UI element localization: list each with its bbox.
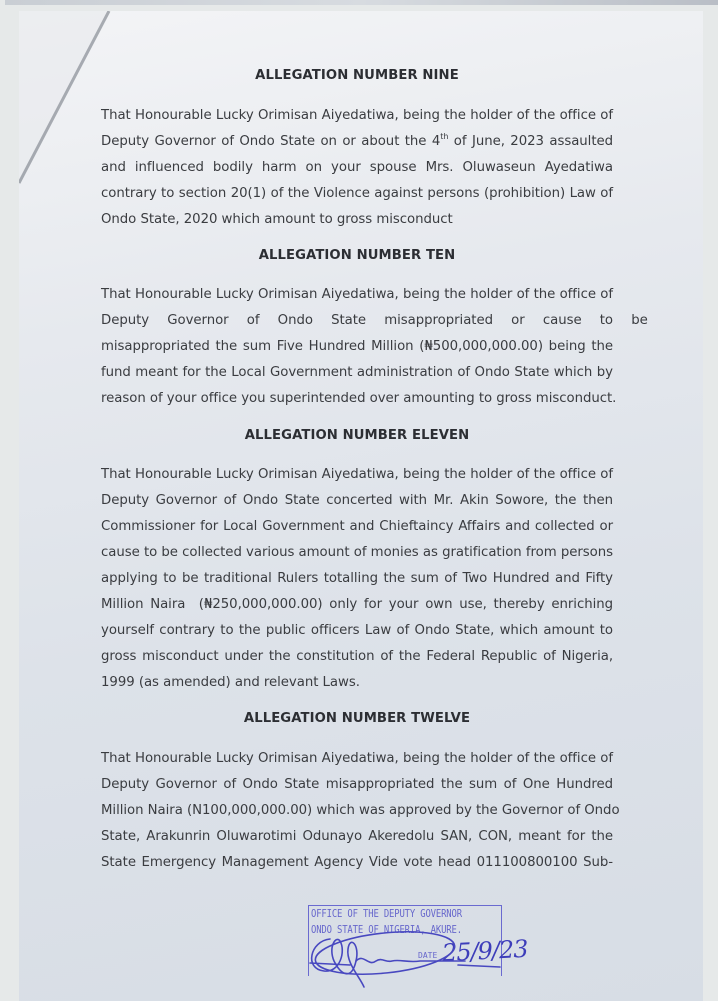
text-line: State, Arakunrin Oluwarotimi Odunayo Akeredolu SAN, CON, meant for the (101, 829, 613, 844)
text-line: Deputy Governor of Ondo State concerted with Mr. Akin Sowore, the then (101, 493, 613, 508)
allegation-nine-heading: ALLEGATION NUMBER NINE (255, 68, 459, 83)
stamp-line-1: OFFICE OF THE DEPUTY GOVERNOR (311, 908, 462, 920)
text-line: fund meant for the Local Government administration of Ondo State which by (101, 365, 613, 380)
text-line: That Honourable Lucky Orimisan Aiyedatiwa, being the holder of the office of (101, 287, 613, 302)
allegation-eleven-text (101, 462, 613, 696)
allegation-eleven-heading: ALLEGATION NUMBER ELEVEN (244, 428, 470, 443)
text-line: gross misconduct under the constitution of the Federal Republic of Nigeria, (101, 649, 613, 664)
text-line: Deputy Governor of Ondo State misappropriated or cause to be (101, 313, 648, 328)
text-line: Commissioner for Local Government and Chieftaincy Affairs and collected or (101, 519, 613, 534)
allegation-ten-heading: ALLEGATION NUMBER TEN (258, 248, 456, 263)
text-line: Million Naira (₦250,000,000.00) only for your own use, thereby enriching (101, 597, 613, 612)
document-page (19, 11, 703, 1001)
stamp-date-label: DATE (418, 951, 438, 960)
text-line: Million Naira (N100,000,000.00) which was approved by the Governor of Ondo (101, 803, 620, 818)
allegation-twelve-heading: ALLEGATION NUMBER TWELVE (243, 711, 471, 726)
office-stamp (290, 891, 550, 991)
allegation-twelve-text (101, 746, 620, 876)
text-line: State Emergency Management Agency Vide vote head 011100800100 Sub- (101, 855, 613, 870)
text-line: applying to be traditional Rulers totalling the sum of Two Hundred and Fifty (101, 571, 613, 586)
text-line: misappropriated the sum Five Hundred Million (₦500,000,000.00) being the (101, 339, 613, 354)
text-line: That Honourable Lucky Orimisan Aiyedatiwa, being the holder of the office of (101, 751, 613, 766)
handwritten-date: 25/9/23 (441, 934, 529, 968)
text-line (101, 129, 613, 155)
text-line: That Honourable Lucky Orimisan Aiyedatiwa, being the holder of the office of (101, 108, 613, 123)
top-edge (5, 0, 718, 5)
text-fragment: Deputy Governor of Ondo State on or about the 4 (101, 134, 441, 149)
text-line: cause to be collected various amount of monies as gratification from persons (101, 545, 613, 560)
stamp-line-2: ONDO STATE OF NIGERIA, AKURE. (311, 924, 462, 936)
text-line: and influenced bodily harm on your spouse Mrs. Oluwaseun Ayedatiwa (101, 160, 613, 175)
allegation-nine-text (101, 103, 613, 233)
text-line: yourself contrary to the public officers Law of Ondo State, which amount to (101, 623, 613, 638)
text-line: Ondo State, 2020 which amount to gross misconduct (101, 212, 453, 227)
text-fragment: of June, 2023 assaulted (448, 134, 614, 149)
signature-scribble (290, 891, 550, 991)
text-line: contrary to section 20(1) of the Violence against persons (prohibition) Law of (101, 186, 613, 201)
text-line: That Honourable Lucky Orimisan Aiyedatiwa, being the holder of the office of (101, 467, 613, 482)
text-line: reason of your office you superintended over amounting to gross misconduct. (101, 391, 617, 406)
superscript: th (440, 132, 449, 141)
text-line: 1999 (as amended) and relevant Laws. (101, 675, 360, 690)
text-line: Deputy Governor of Ondo State misappropriated the sum of One Hundred (101, 777, 613, 792)
allegation-ten-text (101, 282, 648, 412)
